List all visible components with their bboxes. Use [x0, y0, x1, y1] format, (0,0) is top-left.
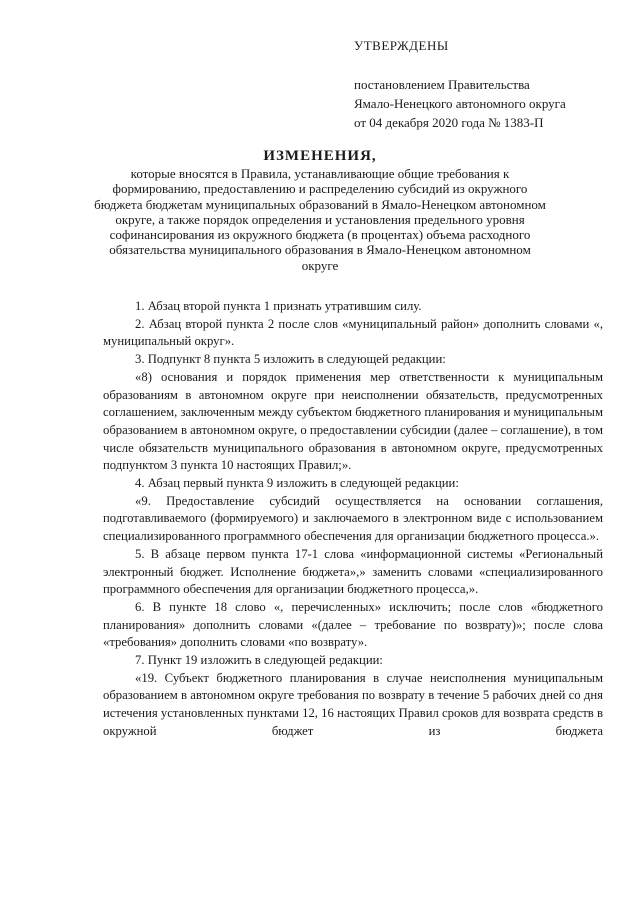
paragraph: 3. Подпункт 8 пункта 5 изложить в следующей редакции:: [135, 352, 446, 367]
paragraph: «19. Субъект бюджетного планирования в случае неисполнения муниципальным образованием в автономном округе требования по возврату в течение 5 рабочих дней со дня истечения установленных пунктами 12, 16 настоящих Правил сроков для возврата средств в окружной бюджет из бюджета: [103, 670, 603, 738]
approval-line: постановлением Правительства: [354, 77, 530, 92]
paragraph: 5. В абзаце первом пункта 17-1 слова «информационной системы «Региональный электронный бюджет. Исполнение бюджета»,» заменить словами «специализированного программного обеспечения для организации бюджетного процесса,».: [103, 546, 603, 597]
document-subtitle: которые вносятся в Правила, устанавливающие общие требования к формированию, предоставлению и распределению субсидий из окружного бюджета бюджетам муниципальных образований в Ямало-Ненецком автономном округе, а также порядок определения и установления предельного уровня софинансирования из окружного бюджета (в процентах) объема расходного обязательства муниципального образования в Ямало-Ненецком автономном округе: [94, 166, 546, 273]
paragraph: 2. Абзац второй пункта 2 после слов «муниципальный район» дополнить словами «, муниципальный округ».: [103, 316, 603, 349]
approval-title: УТВЕРЖДЕНЫ: [354, 38, 449, 53]
approval-block: [354, 36, 624, 132]
document-body: [103, 298, 603, 741]
paragraph: 4. Абзац первый пункта 9 изложить в следующей редакции:: [135, 476, 459, 491]
approval-line: Ямало-Ненецкого автономного округа: [354, 96, 566, 111]
paragraph: 1. Абзац второй пункта 1 признать утратившим силу.: [135, 299, 422, 313]
document-title: ИЗМЕНЕНИЯ,: [263, 148, 377, 164]
paragraph: 7. Пункт 19 изложить в следующей редакции:: [135, 653, 383, 668]
approval-line: от 04 декабря 2020 года № 1383-П: [354, 115, 544, 130]
paragraph: «9. Предоставление субсидий осуществляется на основании соглашения, подготавливаемого (формируемого) и заключаемого в электронном виде с использованием специализированного программного обеспечения для организации бюджетного процесса.».: [103, 493, 603, 544]
paragraph: «8) основания и порядок применения мер ответственности к муниципальным образованиям в автономном округе при неисполнении обязательств, предусмотренных соглашением, заключенным между субъектом бюджетного планирования и муниципальным образованием в автономном округе, о предоставлении субсидии (далее – соглашение), в том числе обязательств муниципального образования в автономном округе, предусмотренных подпунктом 3 пункта 10 настоящих Правил;».: [103, 369, 603, 473]
paragraph: 6. В пункте 18 слово «, перечисленных» исключить; после слов «бюджетного планирования» дополнить словами «(далее – требование по возврату)»; после слова «требования» дополнить словами «по возврату».: [103, 599, 603, 650]
